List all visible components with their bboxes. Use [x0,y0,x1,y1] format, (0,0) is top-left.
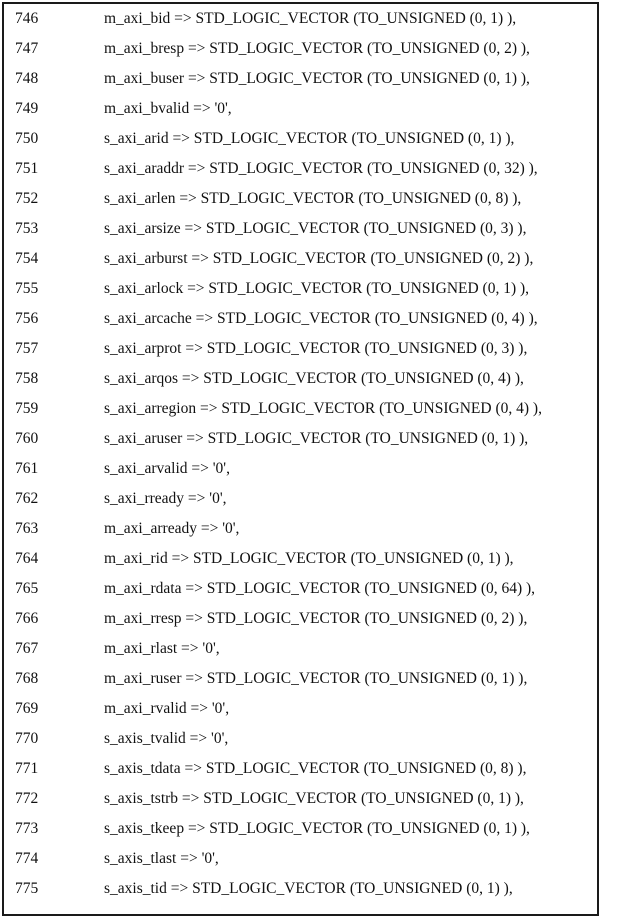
line-number: 754 [15,250,39,267]
line-code-text: s_axis_tdata => STD_LOGIC_VECTOR (TO_UNSIGNED (0, 8) ), [104,760,527,777]
line-number: 760 [15,430,39,447]
line-code-text: m_axi_arready => '0', [104,520,240,537]
line-code-text: m_axi_rvalid => '0', [104,700,230,717]
code-line [4,364,597,394]
line-code-text: m_axi_bvalid => '0', [104,100,232,117]
line-code-text: s_axi_arqos => STD_LOGIC_VECTOR (TO_UNSIGNED (0, 4) ), [104,370,524,387]
code-listing [4,4,597,904]
line-code-text: s_axis_tstrb => STD_LOGIC_VECTOR (TO_UNSIGNED (0, 1) ), [104,790,524,807]
line-code-text: s_axis_tkeep => STD_LOGIC_VECTOR (TO_UNSIGNED (0, 1) ), [104,820,530,837]
line-number: 765 [15,580,39,597]
code-line [4,334,597,364]
line-code-text: s_axi_rready => '0', [104,490,227,507]
line-code-text: m_axi_rid => STD_LOGIC_VECTOR (TO_UNSIGNED (0, 1) ), [104,550,514,567]
line-number: 753 [15,220,39,237]
line-number: 756 [15,310,39,327]
line-code-text: m_axi_ruser => STD_LOGIC_VECTOR (TO_UNSIGNED (0, 1) ), [104,670,528,687]
code-line [4,814,597,844]
line-number: 762 [15,490,39,507]
code-line [4,784,597,814]
code-line [4,394,597,424]
code-line [4,544,597,574]
line-code-text: s_axis_tlast => '0', [104,850,219,867]
line-number: 763 [15,520,39,537]
line-number: 751 [15,160,39,177]
code-line [4,724,597,754]
line-code-text: s_axi_arlock => STD_LOGIC_VECTOR (TO_UNSIGNED (0, 1) ), [104,280,530,297]
line-code-text: s_axis_tvalid => '0', [104,730,229,747]
line-number: 752 [15,190,39,207]
line-number: 758 [15,370,39,387]
line-code-text: m_axi_rlast => '0', [104,640,220,657]
line-number: 771 [15,760,39,777]
line-code-text: s_axi_arid => STD_LOGIC_VECTOR (TO_UNSIGNED (0, 1) ), [104,130,515,147]
line-code-text: m_axi_bresp => STD_LOGIC_VECTOR (TO_UNSIGNED (0, 2) ), [104,40,530,57]
line-number: 749 [15,100,39,117]
code-line [4,604,597,634]
line-code-text: m_axi_rdata => STD_LOGIC_VECTOR (TO_UNSIGNED (0, 64) ), [104,580,536,597]
line-code-text: s_axi_araddr => STD_LOGIC_VECTOR (TO_UNSIGNED (0, 32) ), [104,160,538,177]
code-line [4,274,597,304]
code-line [4,634,597,664]
line-number: 767 [15,640,39,657]
code-line [4,4,597,34]
code-line [4,124,597,154]
line-number: 769 [15,700,39,717]
line-code-text: s_axi_aruser => STD_LOGIC_VECTOR (TO_UNSIGNED (0, 1) ), [104,430,529,447]
code-line [4,454,597,484]
code-line [4,574,597,604]
code-line [4,214,597,244]
line-number: 755 [15,280,39,297]
code-line [4,154,597,184]
code-line [4,754,597,784]
line-number: 772 [15,790,39,807]
line-number: 775 [15,880,39,897]
code-line [4,694,597,724]
code-line [4,64,597,94]
line-code-text: s_axi_arcache => STD_LOGIC_VECTOR (TO_UNSIGNED (0, 4) ), [104,310,538,327]
line-number: 750 [15,130,39,147]
code-line [4,424,597,454]
line-number: 747 [15,40,39,57]
line-number: 768 [15,670,39,687]
line-number: 761 [15,460,39,477]
line-number: 746 [15,10,39,27]
code-line [4,484,597,514]
line-code-text: s_axi_arsize => STD_LOGIC_VECTOR (TO_UNSIGNED (0, 3) ), [104,220,527,237]
line-code-text: s_axi_arregion => STD_LOGIC_VECTOR (TO_UNSIGNED (0, 4) ), [104,400,542,417]
line-code-text: s_axis_tid => STD_LOGIC_VECTOR (TO_UNSIGNED (0, 1) ), [104,880,513,897]
code-line [4,514,597,544]
line-code-text: s_axi_arlen => STD_LOGIC_VECTOR (TO_UNSIGNED (0, 8) ), [104,190,522,207]
line-code-text: s_axi_arvalid => '0', [104,460,230,477]
line-code-text: s_axi_arburst => STD_LOGIC_VECTOR (TO_UNSIGNED (0, 2) ), [104,250,534,267]
code-line [4,184,597,214]
line-number: 774 [15,850,39,867]
line-code-text: m_axi_rresp => STD_LOGIC_VECTOR (TO_UNSIGNED (0, 2) ), [104,610,528,627]
line-number: 757 [15,340,39,357]
line-number: 748 [15,70,39,87]
code-line [4,304,597,334]
code-line [4,94,597,124]
line-code-text: s_axi_arprot => STD_LOGIC_VECTOR (TO_UNSIGNED (0, 3) ), [104,340,528,357]
line-code-text: m_axi_bid => STD_LOGIC_VECTOR (TO_UNSIGNED (0, 1) ), [104,10,517,27]
code-line [4,244,597,274]
code-line [4,844,597,874]
code-line [4,664,597,694]
line-number: 766 [15,610,39,627]
code-line [4,874,597,904]
line-code-text: m_axi_buser => STD_LOGIC_VECTOR (TO_UNSIGNED (0, 1) ), [104,70,530,87]
line-number: 773 [15,820,39,837]
line-number: 764 [15,550,39,567]
line-number: 770 [15,730,39,747]
code-line [4,34,597,64]
line-number: 759 [15,400,39,417]
code-listing-frame [2,2,599,916]
